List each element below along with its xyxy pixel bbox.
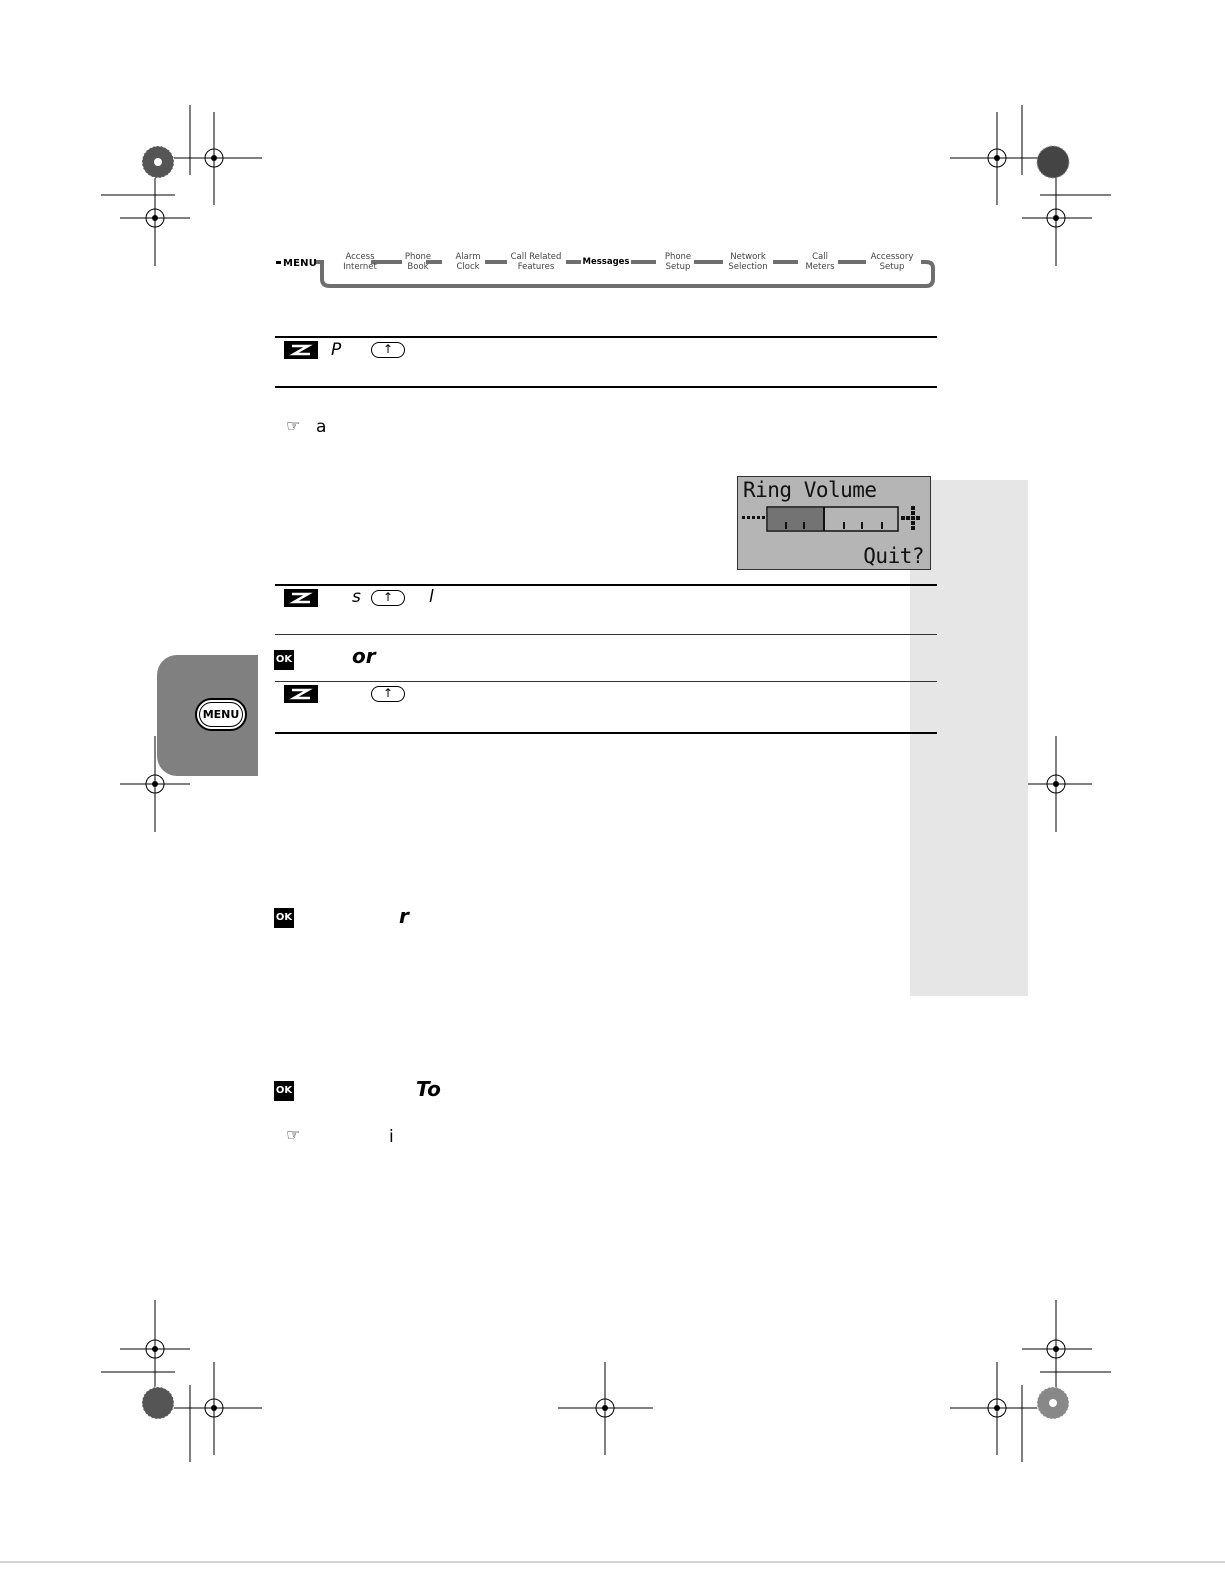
rule (275, 386, 937, 388)
nav-item-access-internet: Access Internet (343, 252, 377, 272)
step5-text: r (399, 904, 409, 928)
step2-text-a: s (352, 587, 361, 607)
pointing-hand-icon: ☞ (286, 416, 301, 435)
up-key-icon: ↑ (371, 590, 405, 606)
scroll-key-icon (284, 589, 318, 607)
ok-key-icon: OK (274, 908, 294, 928)
scroll-key-icon (284, 685, 318, 703)
menu-button-label: MENU (199, 702, 243, 727)
menu-button-icon (195, 698, 247, 731)
note1-text: a (316, 417, 327, 437)
step2-text-b: l (429, 587, 434, 607)
nav-item-call-meters: Call Meters (805, 252, 835, 272)
volume-level-fill (768, 508, 823, 530)
nav-item-call-related-features: Call Related Features (510, 252, 562, 272)
lcd-title: Ring Volume (743, 478, 877, 502)
up-key-icon: ↑ (371, 342, 405, 358)
nav-item-phone-book: Phone Book (404, 252, 432, 272)
menu-label: MENU (283, 258, 318, 269)
lcd-quit-label: Quit? (863, 544, 924, 568)
nav-item-alarm-clock: Alarm Clock (455, 252, 481, 272)
up-key-icon: ↑ (371, 686, 405, 702)
nav-item-accessory-setup: Accessory Setup (870, 252, 914, 272)
ok-key-icon: OK (274, 1081, 294, 1101)
rule (275, 634, 937, 635)
rule (275, 681, 937, 682)
menu-navigation-strip (276, 248, 944, 296)
side-tab (157, 655, 258, 776)
nav-item-network-selection: Network Selection (728, 252, 768, 272)
step3-text: or (352, 644, 376, 668)
nav-item-messages: Messages (582, 257, 630, 267)
note2-text: i (389, 1127, 394, 1147)
step1-text: P (331, 340, 342, 360)
lcd-display (737, 476, 931, 570)
rule-top (275, 336, 937, 338)
nav-item-phone-setup: Phone Setup (664, 252, 692, 272)
rule-bottom (275, 732, 937, 734)
rule (275, 584, 937, 586)
pointing-hand-icon: ☞ (286, 1125, 301, 1144)
ok-key-icon: OK (274, 650, 294, 670)
step6-text: To (416, 1077, 441, 1101)
scroll-key-icon (284, 341, 318, 359)
